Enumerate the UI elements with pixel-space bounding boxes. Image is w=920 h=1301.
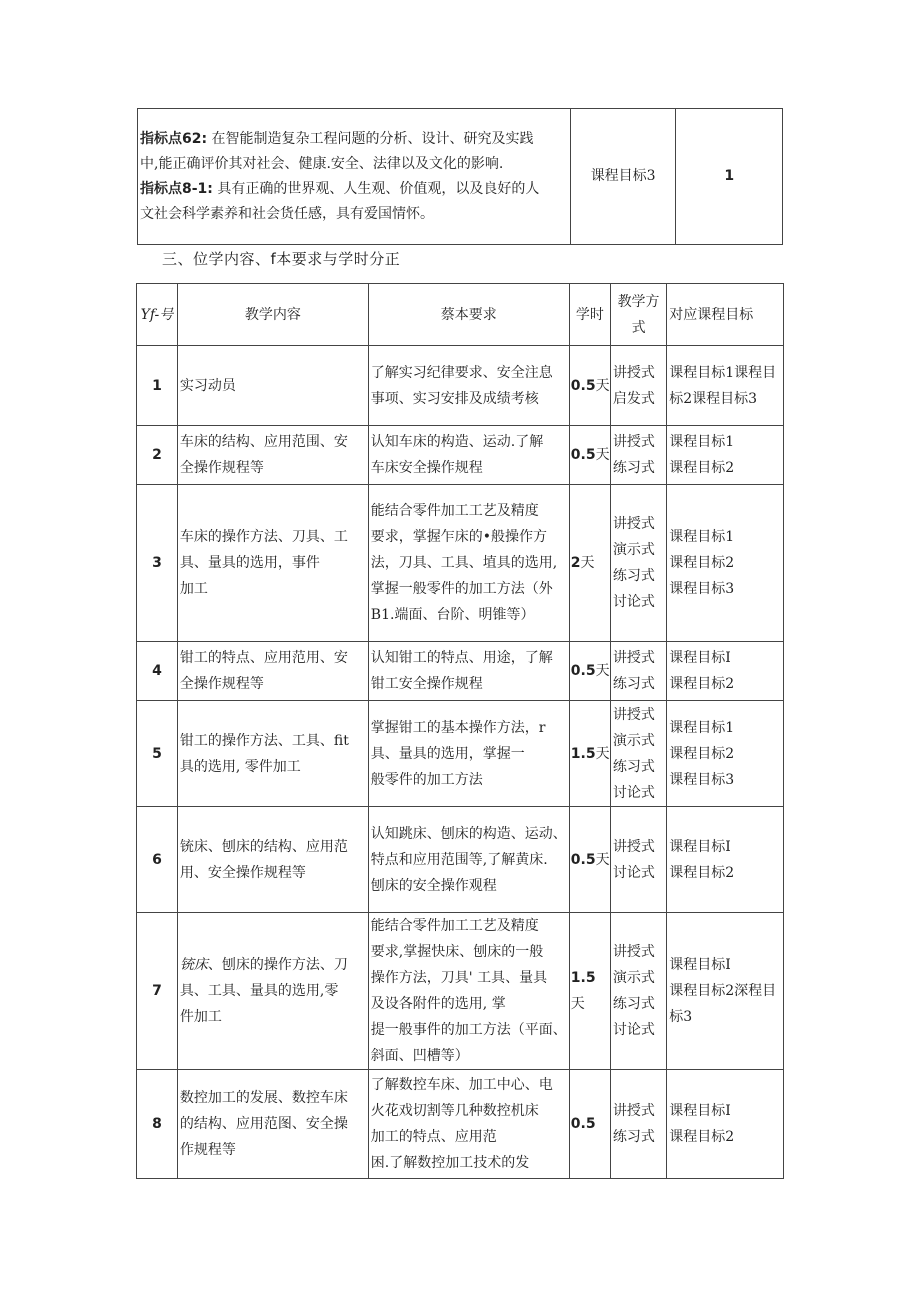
table-row [137,913,784,1070]
row-target: 课程目标1 课程目标2 课程目标3 [667,701,784,807]
table-row [137,1070,784,1179]
row-hours: 1.5 天 [569,913,610,1070]
row-requirement: 认知车床的构造、运动.了解 车床安全操作规程 [368,426,569,485]
row-content: 实习动员 [177,346,368,426]
header-num: Yf-号 [137,284,178,346]
header-content: 教学内容 [177,284,368,346]
row-hours: 0.5天 [569,642,610,701]
row-hours: 0.5天 [569,346,610,426]
row-num: 8 [137,1070,178,1179]
row-hours: 1.5天 [569,701,610,807]
row-requirement: 了解实习纪律要求、安全注息 事项、实习安排及成绩考核 [368,346,569,426]
row-requirement: 了解数控车床、加工中心、电 火花戏切割等几种数控机床 加工的特点、应用范 困.了解数控加工技术的发 [368,1070,569,1179]
row-num: 6 [137,807,178,913]
table-header-row [137,284,784,346]
row-content: 钳工的特点、应用范用、安 全操作规程等 [177,642,368,701]
row-hours: 2天 [569,485,610,642]
row-method: 讲授式 演示式 练习式 讨论式 [610,913,666,1070]
row-content: 车床的结构、应用范围、安 全操作规程等 [177,426,368,485]
table-row [137,642,784,701]
row-num: 1 [137,346,178,426]
row-method: 讲授式 演示式 练习式 讨论式 [610,701,666,807]
indicator-line: 指标点8-1: 具有正确的世界观、人生观、价值观，以及良好的人 [140,180,540,197]
table-row [137,346,784,426]
row-target: 课程目标I 课程目标2 [667,807,784,913]
row-content: 数控加工的发展、数控车床 的结构、应用范图、安全操 作规程等 [177,1070,368,1179]
row-num: 2 [137,426,178,485]
row-hours: 0.5 [569,1070,610,1179]
header-method: 教学方 式 [610,284,666,346]
row-num: 5 [137,701,178,807]
table-row [137,701,784,807]
row-content: 钳工的操作方法、工具、fit 具的选用, 零件加工 [177,701,368,807]
weight-cell: 1 [676,109,783,245]
indicator-row [138,109,783,245]
teaching-content-table [136,283,784,1179]
row-num: 7 [137,913,178,1070]
row-content: 车床的操作方法、刀具、工 具、量具的选用，事件 加工 [177,485,368,642]
row-method: 讲授式 讨论式 [610,807,666,913]
table-row [137,807,784,913]
row-target: 课程目标1 课程目标2 课程目标3 [667,485,784,642]
row-method: 讲授式 演示式 练习式 讨论式 [610,485,666,642]
row-target: 课程目标I 课程目标2 [667,1070,784,1179]
row-num: 3 [137,485,178,642]
table-row [137,485,784,642]
header-target: 对应课程目标 [667,284,784,346]
row-requirement: 认知钳工的特点、用途，了解 钳工安全操作规程 [368,642,569,701]
indicator-table [137,108,783,245]
row-target: 课程目标I 课程目标2深程目 标3 [667,913,784,1070]
row-hours: 0.5天 [569,426,610,485]
row-target: 课程目标I 课程目标2 [667,642,784,701]
row-method: 讲授式 启发式 [610,346,666,426]
row-method: 讲授式 练习式 [610,1070,666,1179]
header-hours: 学时 [569,284,610,346]
row-target: 课程目标1课程目 标2课程目标3 [667,346,784,426]
indicator-text [138,109,571,245]
row-requirement: 能结合零件加工工艺及精度 要求,掌握快床、刨床的一般 操作方法，刀具' 工具、量具 及设各附件的选用, 掌 提一般事件的加工方法（平面、 斜面、凹槽等） [368,913,569,1070]
row-hours: 0.5天 [569,807,610,913]
indicator-line: 指标点62: 在智能制造复杂工程问题的分析、设计、研究及实践 [140,130,534,147]
row-requirement: 能结合零件加工工艺及精度 要求，掌握乍床的•般操作方 法，刀具、工具、埴具的选用, 掌握一般零件的加工方法（外 B1.端面、台阶、明锥等） [368,485,569,642]
course-target-cell: 课程目标3 [570,109,676,245]
indicator-line: 文社会科学素养和社会货任感，具有爱国情怀。 [140,205,434,222]
table-row [137,426,784,485]
row-requirement: 认知跳床、刨床的构造、运动、 特点和应用范围等,了解黄床. 刨床的安全操作观程 [368,807,569,913]
row-method: 讲授式 练习式 [610,642,666,701]
section-heading: 三、位学内容、f本要求与学时分正 [162,250,401,268]
row-num: 4 [137,642,178,701]
header-requirement: 蔡本要求 [368,284,569,346]
row-target: 课程目标1 课程目标2 [667,426,784,485]
row-content: 铳床、刨床的结构、应用范 用、安全操作规程等 [177,807,368,913]
row-content: 铳床、刨床的操作方法、刀 具、工具、量具的选用,零 件加工 [177,913,368,1070]
row-method: 讲授式 练习式 [610,426,666,485]
indicator-line: 中,能正确评价其对社会、健康.安全、法律以及文化的影响. [140,155,504,172]
row-requirement: 掌握钳工的基本操作方法，r 具、量具的选用，掌握一 般零件的加工方法 [368,701,569,807]
